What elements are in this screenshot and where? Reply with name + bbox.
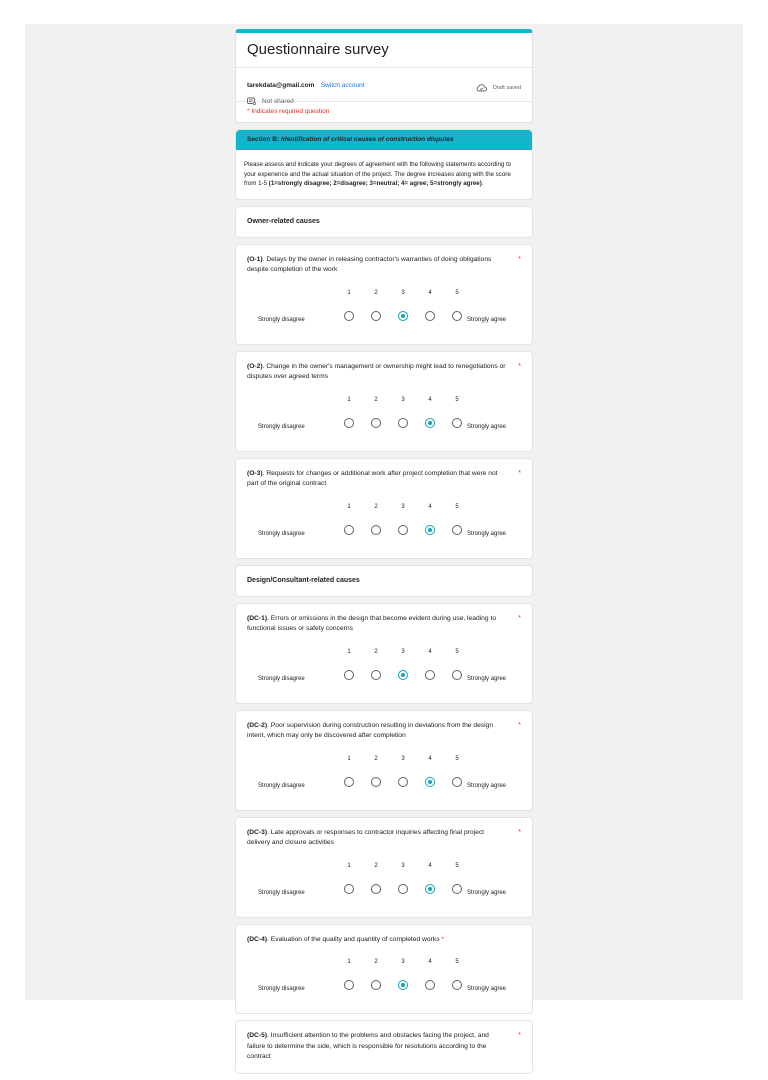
scale-right-label: Strongly agree (467, 530, 507, 537)
scale-left-label: Strongly disagree (258, 530, 305, 537)
scale-right-label: Strongly agree (467, 986, 507, 993)
question-body: . Requests for changes or additional work after project completion that were not part of the original contract (247, 469, 498, 488)
scale-number: 1 (347, 959, 351, 966)
question-body: . Change in the owner's management or ownership might lead to renegotiations or disputes over agreed terms (247, 362, 506, 381)
section-header (236, 130, 532, 150)
linear-scale (247, 641, 521, 693)
question-text (247, 255, 521, 276)
scale-number: 2 (374, 862, 378, 869)
required-star: * (518, 362, 521, 370)
scale-radio-3[interactable] (398, 418, 408, 428)
section-description (236, 150, 532, 199)
scale-radio-1[interactable] (344, 777, 354, 787)
scale-number: 2 (374, 959, 378, 966)
scale-number: 4 (428, 289, 432, 296)
draft-saved-label: Draft saved (492, 85, 521, 91)
scale-left-label: Strongly disagree (258, 889, 305, 896)
scale-left-label: Strongly disagree (258, 316, 305, 323)
scale-number: 3 (401, 959, 405, 966)
question-code: (DC-3) (247, 828, 268, 836)
account-email: tarekdata@gmail.com (247, 82, 315, 89)
scale-number: 1 (347, 648, 351, 655)
required-star: * (518, 1032, 521, 1040)
required-star: * (518, 255, 521, 263)
scale-number: 5 (455, 503, 459, 510)
scale-number: 1 (347, 755, 351, 762)
required-note: * Indicates required question (236, 101, 532, 122)
question-text (247, 614, 521, 635)
scale-radio-5[interactable] (452, 311, 462, 321)
scale-number: 3 (401, 862, 405, 869)
scale-number: 2 (374, 396, 378, 403)
scale-radio-2[interactable] (371, 311, 381, 321)
scale-radio-5[interactable] (452, 884, 462, 894)
group-card-design (235, 565, 533, 597)
scale-radio-2[interactable] (371, 670, 381, 680)
scale-number: 1 (347, 396, 351, 403)
scale-number: 5 (455, 396, 459, 403)
required-star: * (518, 721, 521, 729)
question-card (235, 351, 533, 452)
scale-radio-4[interactable] (425, 670, 435, 680)
linear-scale (247, 389, 521, 441)
scale-radio-1[interactable] (344, 884, 354, 894)
scale-number: 1 (347, 862, 351, 869)
scale-radio-5[interactable] (452, 525, 462, 535)
scale-radio-3[interactable] (398, 311, 408, 321)
scale-number: 3 (401, 755, 405, 762)
form-title: Questionnaire survey (247, 41, 389, 58)
scale-radio-1[interactable] (344, 525, 354, 535)
group-card-owner (235, 206, 533, 238)
scale-radio-1[interactable] (344, 418, 354, 428)
linear-scale (247, 282, 521, 334)
scale-number: 4 (428, 396, 432, 403)
scale-number: 2 (374, 289, 378, 296)
question-text (247, 935, 521, 946)
scale-number: 3 (401, 396, 405, 403)
scale-number: 5 (455, 862, 459, 869)
group-title-design: Design/Consultant-related causes (247, 576, 360, 584)
not-shared-label: Not shared (262, 97, 294, 105)
question-code: (O-2) (247, 362, 263, 370)
scale-number: 5 (455, 289, 459, 296)
scale-number: 1 (347, 503, 351, 510)
linear-scale (247, 855, 521, 907)
section-prefix: Section B: (247, 136, 281, 143)
scale-radio-3[interactable] (398, 525, 408, 535)
question-card (235, 710, 533, 811)
scale-right-label: Strongly agree (467, 675, 507, 682)
section-description-text: Please assess and indicate your degrees of agreement with the following statements according to your experience and the actual situation of the project. The degree increases along with the score from 1-5 (244, 161, 512, 188)
question-card (235, 924, 533, 1015)
cloud-saved-icon (476, 84, 487, 92)
question-code: (O-1) (247, 255, 263, 263)
scale-right-label: Strongly agree (467, 889, 507, 896)
scale-number: 5 (455, 648, 459, 655)
question-card (235, 458, 533, 559)
question-body: . Delays by the owner in releasing contractor's warranties of doing obligations despite completion of the work (247, 255, 492, 274)
question-body: . Insufficient attention to the problems and obstacles facing the project, and failure to determine the side, which is responsible for resolutions according to the contract (247, 1032, 489, 1061)
section-title: Identification of critical causes of construction disputes (280, 136, 454, 143)
scale-right-label: Strongly agree (467, 782, 507, 789)
scale-left-label: Strongly disagree (258, 423, 305, 430)
scale-radio-5[interactable] (452, 418, 462, 428)
scale-radio-1[interactable] (344, 311, 354, 321)
scale-number: 2 (374, 503, 378, 510)
scale-radio-1[interactable] (344, 670, 354, 680)
scale-right-label: Strongly agree (467, 316, 507, 323)
linear-scale (247, 951, 521, 1003)
scale-left-label: Strongly disagree (258, 675, 305, 682)
form-column (235, 29, 533, 1080)
scale-number: 4 (428, 862, 432, 869)
scale-radio-3[interactable] (398, 980, 408, 990)
question-body: . Late approvals or responses to contractor inquiries affecting final project delivery and closure activities (247, 828, 485, 847)
scale-left-label: Strongly disagree (258, 986, 305, 993)
scale-right-label: Strongly agree (467, 423, 507, 430)
question-body: . Evaluation of the quality and quantity of completed works (267, 935, 440, 943)
question-body: . Poor supervision during construction resulting in deviations from the design intent, which may only be discovered after completion (247, 721, 494, 740)
account-row (236, 67, 532, 105)
question-code: (O-3) (247, 469, 263, 477)
question-code: (DC-5) (247, 1032, 268, 1040)
scale-radio-2[interactable] (371, 525, 381, 535)
section-description-scale: (1=strongly disagree; 2=disagree; 3=neutral; 4= agree; 5=strongly agree) (268, 180, 482, 188)
required-star: * (518, 469, 521, 477)
scale-left-label: Strongly disagree (258, 782, 305, 789)
required-star: * (441, 935, 445, 943)
sharing-status (247, 97, 521, 105)
scale-number: 1 (347, 289, 351, 296)
scale-radio-3[interactable] (398, 670, 408, 680)
question-card (235, 1020, 533, 1074)
scale-radio-5[interactable] (452, 670, 462, 680)
question-card (235, 244, 533, 345)
question-text (247, 1031, 521, 1063)
group-title-owner: Owner-related causes (247, 217, 320, 225)
scale-radio-2[interactable] (371, 980, 381, 990)
question-code: (DC-2) (247, 721, 268, 729)
scale-number: 4 (428, 648, 432, 655)
scale-number: 4 (428, 503, 432, 510)
section-description-end: . (481, 180, 484, 188)
scale-radio-3[interactable] (398, 777, 408, 787)
draft-status (476, 84, 521, 92)
question-text (247, 469, 521, 490)
scale-radio-5[interactable] (452, 777, 462, 787)
section-card (235, 129, 533, 200)
scale-number: 2 (374, 648, 378, 655)
scale-radio-4[interactable] (425, 884, 435, 894)
not-shared-icon (247, 97, 256, 105)
linear-scale (247, 496, 521, 548)
question-code: (DC-1) (247, 614, 268, 622)
scale-radio-3[interactable] (398, 884, 408, 894)
question-text (247, 362, 521, 383)
required-star: * (518, 614, 521, 622)
scale-radio-1[interactable] (344, 980, 354, 990)
question-card (235, 603, 533, 704)
question-text (247, 721, 521, 742)
required-star: * (518, 828, 521, 836)
question-card (235, 817, 533, 918)
scale-number: 2 (374, 755, 378, 762)
scale-radio-2[interactable] (371, 884, 381, 894)
scale-radio-4[interactable] (425, 311, 435, 321)
question-code: (DC-4) (247, 935, 268, 943)
scale-radio-4[interactable] (425, 525, 435, 535)
scale-number: 4 (428, 959, 432, 966)
scale-radio-4[interactable] (425, 777, 435, 787)
scale-number: 5 (455, 755, 459, 762)
scale-radio-4[interactable] (425, 980, 435, 990)
scale-number: 5 (455, 959, 459, 966)
question-body: . Errors or omissions in the design that become evident during use, leading to functional issues or safety concerns (247, 614, 497, 633)
scale-radio-2[interactable] (371, 418, 381, 428)
question-text (247, 828, 521, 849)
form-header-card (235, 29, 533, 123)
scale-radio-4[interactable] (425, 418, 435, 428)
switch-account-link[interactable]: Switch account (320, 82, 365, 89)
linear-scale (247, 748, 521, 800)
scale-number: 4 (428, 755, 432, 762)
scale-number: 3 (401, 648, 405, 655)
scale-number: 3 (401, 289, 405, 296)
scale-radio-5[interactable] (452, 980, 462, 990)
scale-number: 3 (401, 503, 405, 510)
scale-radio-2[interactable] (371, 777, 381, 787)
